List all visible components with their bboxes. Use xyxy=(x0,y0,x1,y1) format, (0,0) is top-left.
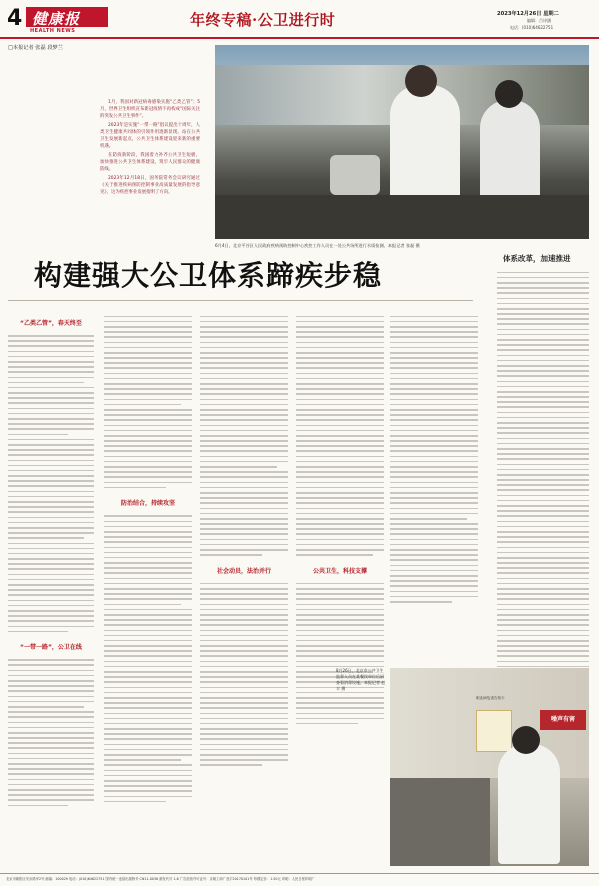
subhead-prevention: 防治结合，持续攻坚 xyxy=(120,500,175,508)
section-title: 年终专稿·公卫进行时 xyxy=(190,11,336,29)
body-text xyxy=(8,659,94,806)
column-2 xyxy=(104,312,192,806)
notice-board xyxy=(476,710,512,752)
reporter-line: □本报记者 张磊 段梦兰 xyxy=(8,45,63,51)
worker-figure xyxy=(512,726,540,754)
body-text xyxy=(200,316,288,556)
warning-sign-text: 噪声有害 xyxy=(550,716,575,723)
column-5 xyxy=(390,312,478,606)
body-text xyxy=(104,316,192,489)
person-figure xyxy=(405,65,437,97)
body-text xyxy=(8,335,94,632)
water-tap xyxy=(330,155,380,195)
phone: 电话：(010)64622751 xyxy=(510,25,554,30)
top-photo-caption: 6月4日，北京平谷区人民政府疾病预防控制中心疾控工作人员在一处公共场所进行水质检测。本报记者 张磊 摄 xyxy=(215,243,420,248)
intro-paragraph-4: 2023年12月18日，国务院常务会议研究通过《关于推进疾病预防控制事业高质量发展的指导意见》，这为疾控事业发展指明了方向。 xyxy=(100,176,200,195)
notice-label: 职业病危害告知卡 xyxy=(476,696,505,700)
subhead-class-b: “乙类乙管”，春天终至 xyxy=(20,320,82,327)
intro-paragraph-3: 在防疫新阶段，我国着力补齐公共卫生短板，加快推进公共卫生体系建设，筑牢人民群众的健康防线。 xyxy=(100,153,200,172)
footer: 北京市朝阳区安贞路甲2号 邮编：100029 电话：(010)64622751 国内统一连续出版物号 CN11-0036 邮发代号 1-6 广告经营许可证号：京朝工商广登字20170101号 每期定价：1.50元 印刷：人民日报印刷厂 xyxy=(6,877,315,881)
column-4 xyxy=(296,312,384,728)
subhead-belt-road: “一带一路”，公卫在线 xyxy=(20,644,82,652)
subhead-tech: 公共卫生，科技支撑 xyxy=(312,567,367,575)
issue-date: 2023年12月26日 星期二 xyxy=(497,11,559,17)
person-figure xyxy=(495,80,523,108)
intro-box xyxy=(100,99,200,221)
bottom-photo xyxy=(390,668,589,866)
headline-rule xyxy=(8,300,473,301)
top-photo xyxy=(215,45,589,239)
subhead-reform: 体系改革，加速推进 xyxy=(503,254,571,263)
body-text xyxy=(390,316,478,603)
ground xyxy=(215,195,589,239)
worker-figure xyxy=(498,744,560,864)
body-text xyxy=(296,583,384,725)
column-1 xyxy=(8,318,94,810)
footer-rule xyxy=(0,873,599,874)
editor: 编辑：吕诗涵 xyxy=(527,18,551,23)
warning-sign xyxy=(540,710,586,730)
masthead xyxy=(0,0,599,38)
subhead-social: 社会动员，法治并行 xyxy=(216,567,271,575)
machine xyxy=(390,778,490,866)
bottom-photo-caption: 8月26日，北京市公共卫生监督人员在某餐饮单位后厨查看消毒设施。本报记者 赵丰 摄 xyxy=(336,668,386,691)
page-number: 4 xyxy=(7,6,23,31)
header-rule xyxy=(0,37,599,39)
main-headline: 构建强大公卫体系蹄疾步稳 xyxy=(34,259,383,292)
body-text xyxy=(200,583,288,766)
intro-paragraph-2: 2023年是实施“一带一路”倡议提出十周年，人类卫生健康共同体的引领作用逐渐显现。站在公共卫生发展新起点，公共卫生体系建设迎来新的重要机遇。 xyxy=(100,123,200,149)
intro-paragraph-1: 1月，我国对新冠病毒感染实施“乙类乙管”；5月，世界卫生组织宣布新冠疫情不再构成“国际关注的突发公共卫生事件”。 xyxy=(100,100,200,119)
brand-english: HEALTH NEWS xyxy=(30,28,76,34)
column-3 xyxy=(200,312,288,770)
body-text xyxy=(296,316,384,556)
brand-title: 健康报 xyxy=(32,10,81,28)
body-text xyxy=(104,515,192,802)
brand-logo xyxy=(26,7,108,27)
